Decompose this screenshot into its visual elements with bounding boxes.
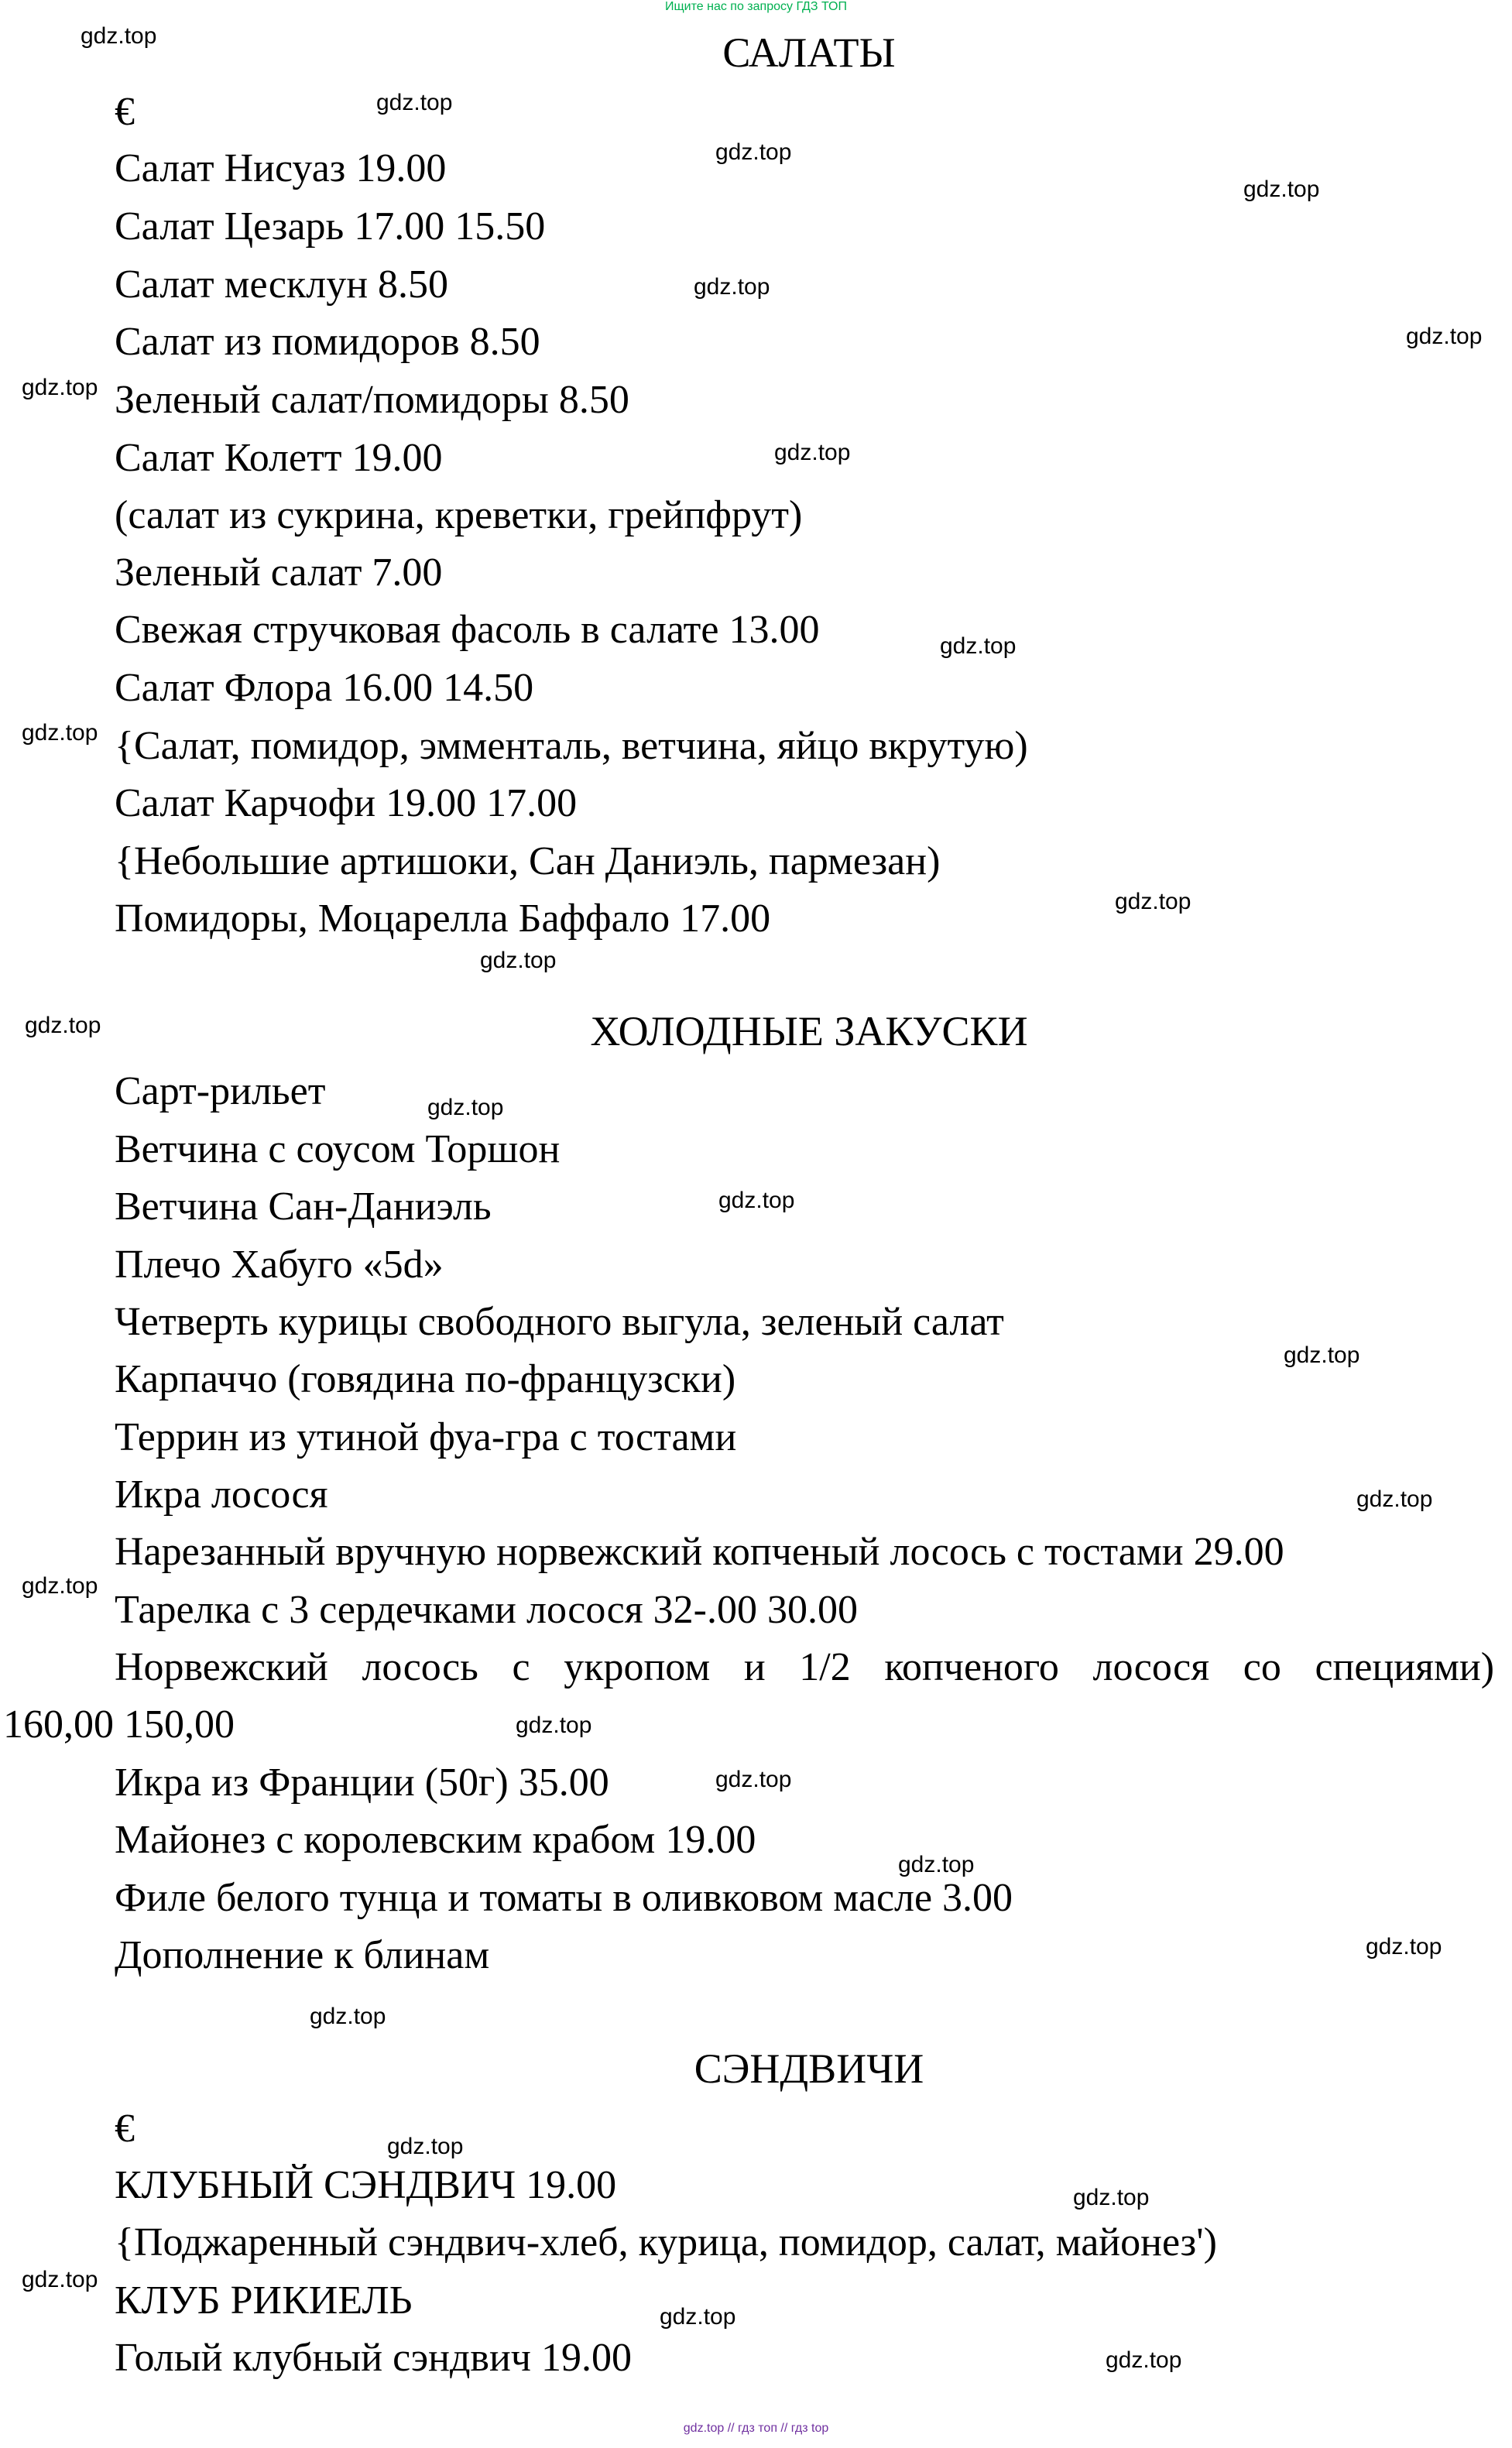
menu-line: Нарезанный вручную норвежский копченый лосось с тостами 29.00 [115, 1530, 1284, 1574]
watermark: gdz.top [1366, 1934, 1442, 1959]
salads-title: САЛАТЫ [722, 29, 896, 76]
menu-line: Плечо Хабуго «5d» [115, 1243, 444, 1287]
menu-line: Свежая стручковая фасоль в салате 13.00 [115, 608, 820, 652]
menu-line: Голый клубный сэндвич 19.00 [115, 2336, 632, 2380]
menu-line: Дополнение к блинам [115, 1933, 490, 1977]
watermark: gdz.top [774, 440, 851, 465]
watermark: gdz.top [25, 1013, 101, 1038]
watermark: gdz.top [22, 2267, 98, 2292]
watermark: gdz.top [480, 948, 557, 973]
menu-line: {Поджаренный сэндвич-хлеб, курица, помидор, салат, майонез') [115, 2220, 1217, 2265]
menu-line: Четверть курицы свободного выгула, зеленый салат [115, 1300, 1004, 1344]
cold-title: ХОЛОДНЫЕ ЗАКУСКИ [590, 1008, 1028, 1054]
menu-line: Икра лосося [115, 1473, 328, 1517]
menu-line: Майонез с королевским крабом 19.00 [115, 1818, 756, 1862]
menu-line: КЛУБНЫЙ СЭНДВИЧ 19.00 [115, 2163, 617, 2207]
menu-line: Карпаччо (говядина по-французски) [115, 1357, 736, 1401]
menu-line: Салат Цезарь 17.00 15.50 [115, 204, 546, 249]
watermark: gdz.top [427, 1095, 504, 1120]
menu-line: Салат Нисуаз 19.00 [115, 146, 447, 190]
watermark: gdz.top [1106, 2347, 1182, 2373]
watermark: gdz.top [1356, 1486, 1433, 1512]
menu-line: {Салат, помидор, эмменталь, ветчина, яйцо вкрутую) [115, 724, 1028, 768]
menu-line: Салат из помидоров 8.50 [115, 320, 540, 364]
menu-line: Салат Карчофи 19.00 17.00 [115, 781, 578, 825]
menu-line: 160,00 150,00 [3, 1702, 235, 1747]
menu-line: Салат месклун 8.50 [115, 262, 449, 307]
menu-line: КЛУБ РИКИЕЛЬ [115, 2278, 413, 2323]
watermark: gdz.top [376, 90, 453, 115]
menu-line: Помидоры, Моцарелла Баффало 17.00 [115, 897, 771, 941]
watermark: gdz.top [81, 23, 157, 49]
menu-line: Салат Флора 16.00 14.50 [115, 666, 534, 710]
watermark: gdz.top [660, 2304, 736, 2330]
watermark: gdz.top [694, 274, 770, 300]
watermark: gdz.top [1284, 1342, 1360, 1368]
menu-line-justified: Норвежский лосось с укропом и 1/2 копченого лосося со специями) [115, 1645, 1495, 1689]
watermark: gdz.top [940, 633, 1017, 659]
menu-line: Зеленый салат/помидоры 8.50 [115, 378, 629, 422]
top-banner: Ищите нас по запросу ГДЗ ТОП [665, 0, 847, 13]
watermark: gdz.top [516, 1713, 592, 1738]
watermark: gdz.top [715, 1767, 792, 1792]
menu-line: (салат из сукрина, креветки, грейпфрут) [115, 493, 803, 537]
salads-currency: € [115, 90, 135, 134]
menu-line: Ветчина Сан-Даниэль [115, 1185, 492, 1229]
watermark: gdz.top [387, 2134, 464, 2159]
watermark: gdz.top [22, 1573, 98, 1599]
watermark: gdz.top [1243, 177, 1320, 202]
watermark: gdz.top [1115, 889, 1191, 914]
menu-line: {Небольшие артишоки, Сан Даниэль, пармезан) [115, 839, 941, 883]
watermark: gdz.top [22, 375, 98, 400]
watermark: gdz.top [22, 720, 98, 746]
watermark: gdz.top [1406, 324, 1483, 349]
menu-line: Зеленый салат 7.00 [115, 550, 443, 595]
sandwiches-title: СЭНДВИЧИ [694, 2045, 924, 2092]
sandwiches-currency: € [115, 2107, 135, 2151]
bottom-banner: gdz.top // гдз топ // гдз top [683, 2422, 829, 2435]
watermark: gdz.top [718, 1188, 795, 1213]
watermark: gdz.top [715, 139, 792, 165]
menu-line: Тарелка с 3 сердечками лосося 32-.00 30.00 [115, 1588, 858, 1632]
watermark: gdz.top [1073, 2185, 1150, 2210]
menu-line: Сарт-рильет [115, 1069, 326, 1113]
menu-line: Ветчина с соусом Торшон [115, 1127, 561, 1171]
menu-line: Филе белого тунца и томаты в оливковом масле 3.00 [115, 1876, 1013, 1920]
watermark: gdz.top [898, 1852, 975, 1877]
menu-line: Террин из утиной фуа-гра с тостами [115, 1415, 737, 1459]
menu-line: Салат Колетт 19.00 [115, 436, 443, 480]
menu-line: Икра из Франции (50г) 35.00 [115, 1761, 609, 1805]
watermark: gdz.top [310, 2004, 386, 2029]
